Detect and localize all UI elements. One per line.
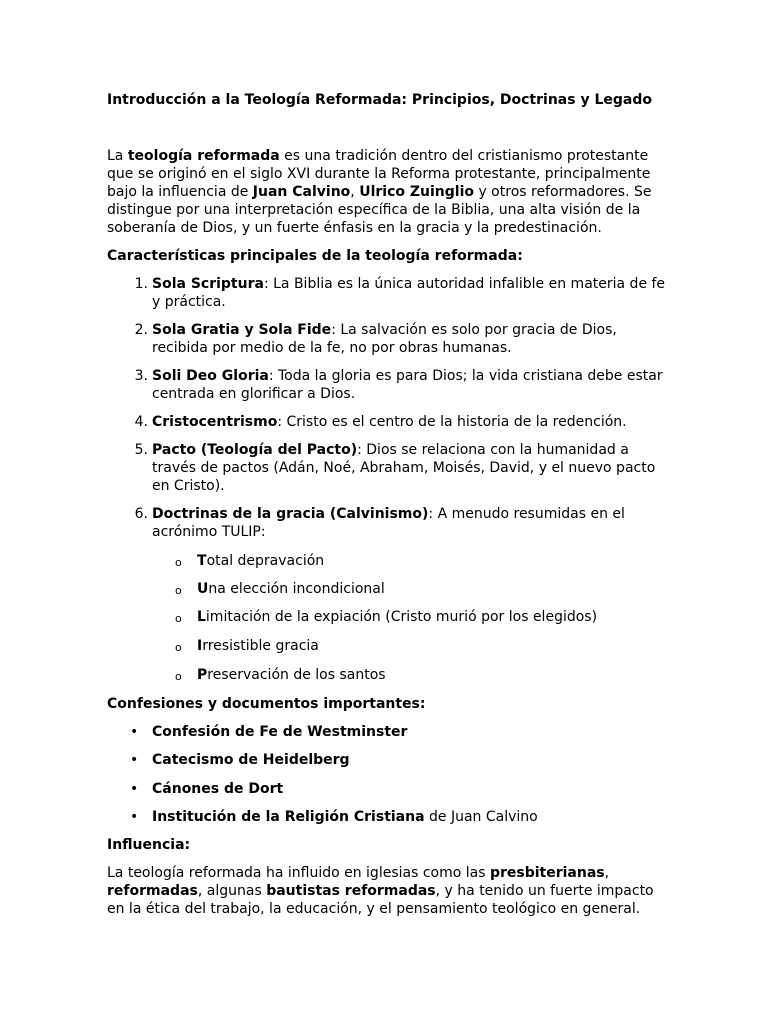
bold-term: teología reformada	[127, 148, 280, 164]
list-number: 6.	[134, 506, 148, 522]
circle-bullet-icon: o	[175, 612, 182, 625]
influence-paragraph: La teología reformada ha influido en iglesias como las presbiterianas, reformadas, algunas bautistas reformadas, y ha tenido un fuerte impacto en la ética del trabajo, la educación, y el pensamiento teológico en general.	[107, 865, 654, 917]
list-number: 5.	[134, 442, 148, 458]
tulip-item: o Limitación de la expiación (Cristo murió por los elegidos)	[197, 608, 597, 626]
bullet-icon: •	[130, 809, 139, 825]
bold-term: bautistas reformadas	[266, 883, 436, 899]
numbered-list-item: 5. Pacto (Teología del Pacto): Dios se relaciona con la humanidad a través de pactos (Adán, Noé, Abraham, Moisés, David, y el nuevo pacto en Cristo).	[152, 441, 667, 495]
tulip-item: o Una elección incondicional	[197, 580, 385, 598]
bold-term: Juan Calvino	[252, 184, 351, 200]
list-number: 1.	[134, 276, 148, 292]
bullet-list-item: • Confesión de Fe de Westminster	[130, 724, 408, 740]
bold-term: reformadas	[107, 883, 198, 899]
numbered-list-item: 3. Soli Deo Gloria: Toda la gloria es para Dios; la vida cristiana debe estar centrada en glorificar a Dios.	[152, 367, 667, 403]
tulip-item: o Total depravación	[197, 552, 324, 570]
list-number: 3.	[134, 368, 148, 384]
circle-bullet-icon: o	[175, 670, 182, 683]
confessions-heading: Confesiones y documentos importantes:	[107, 696, 426, 712]
numbered-list-item: 1. Sola Scriptura: La Biblia es la única autoridad infalible en materia de fe y práctica.	[152, 275, 667, 311]
numbered-list-item: 6. Doctrinas de la gracia (Calvinismo): A menudo resumidas en el acrónimo TULIP:	[152, 505, 667, 541]
tulip-item: o Preservación de los santos	[197, 666, 386, 684]
bullet-list-item: • Cánones de Dort	[130, 781, 284, 797]
bullet-list-item: • Institución de la Religión Cristiana de Juan Calvino	[130, 809, 538, 825]
numbered-list-item: 2. Sola Gratia y Sola Fide: La salvación es solo por gracia de Dios, recibida por medio de la fe, no por obras humanas.	[152, 321, 667, 357]
bullet-icon: •	[130, 781, 139, 797]
characteristics-heading: Características principales de la teología reformada:	[107, 248, 523, 264]
bold-term: presbiterianas	[489, 865, 605, 881]
circle-bullet-icon: o	[175, 584, 182, 597]
bullet-icon: •	[130, 724, 139, 740]
document-title: Introducción a la Teología Reformada: Principios, Doctrinas y Legado	[107, 92, 652, 108]
bullet-icon: •	[130, 752, 139, 768]
circle-bullet-icon: o	[175, 556, 182, 569]
circle-bullet-icon: o	[175, 641, 182, 654]
bold-term: Ulrico Zuinglio	[359, 184, 474, 200]
list-number: 4.	[134, 414, 148, 430]
list-number: 2.	[134, 322, 148, 338]
intro-paragraph: La teología reformada es una tradición dentro del cristianismo protestante que se originó en el siglo XVI durante la Reforma protestante, principalmente bajo la influencia de Juan Calvino, Ulrico Zuinglio y otros reformadores. Se distingue por una interpretación específica de la Biblia, una alta visión de la soberanía de Dios, y un fuerte énfasis en la gracia y la predestinación.	[107, 148, 652, 236]
tulip-item: o Irresistible gracia	[197, 637, 319, 655]
influence-heading: Influencia:	[107, 837, 191, 853]
numbered-list-item: 4. Cristocentrismo: Cristo es el centro de la historia de la redención.	[152, 413, 667, 431]
bullet-list-item: • Catecismo de Heidelberg	[130, 752, 350, 768]
